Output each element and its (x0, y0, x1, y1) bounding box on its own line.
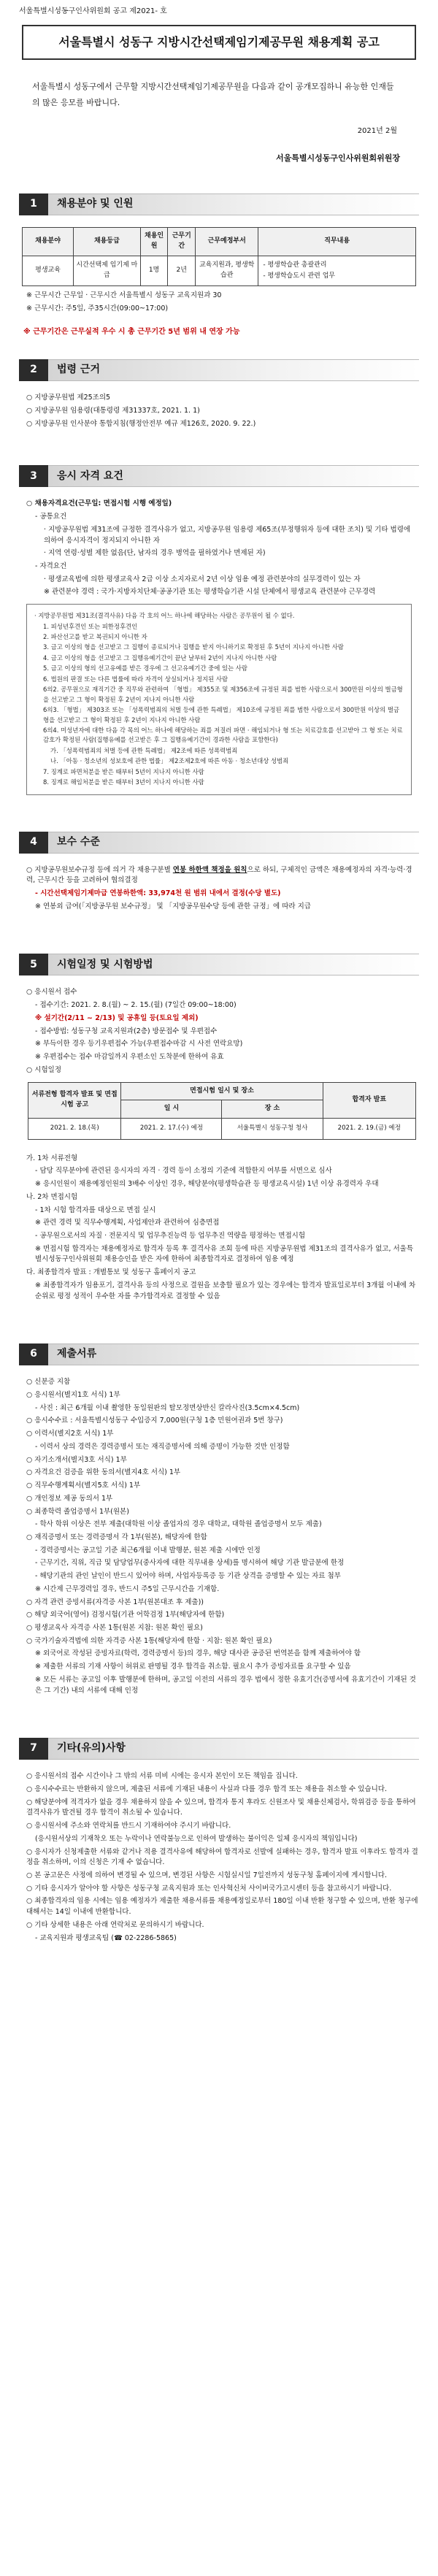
duty-cell (258, 256, 416, 286)
law-item: ○ 지방공무원 인사분야 통합지침(행정안전부 예규 제126호, 2020. 9. 22.) (26, 419, 256, 428)
extension-note: ※ 근무기간은 근무실적 우수 시 총 근무기간 5년 범위 내 연장 가능 (23, 327, 240, 336)
section-recruitment (19, 193, 419, 337)
method-line: 가. 1차 서류전형 (26, 1154, 78, 1162)
header-cell: 직무내용 (258, 227, 416, 256)
header-cell: 서류전형 합격자 발표 및 면접시험 공고 (28, 1082, 121, 1119)
section-documents (19, 1343, 419, 1696)
notice-item: ○ 응시자가 신청제출한 서류와 같거나 적용 결격사유에 해당하여 합격자로 선발에 실패하는 경우, 합격자 발표 이후라도 합격자 결정을 취소하며, 이의 신청은 기재 수 없습니다. (26, 1847, 418, 1867)
header-cell: 채용인원 (140, 227, 168, 256)
qual-line: - 자격요건 (35, 562, 67, 570)
schedule-table (28, 1082, 416, 1140)
list-item: 3. 금고 이상의 형을 선고받고 그 집행이 종료되거나 집행을 받지 아니하기로 확정된 후 5년이 지나지 아니한 사람 (43, 643, 344, 651)
section-header (19, 954, 419, 975)
table-cell: 시간선택제 임기제 마급 (74, 256, 141, 286)
table-header-row (23, 227, 416, 256)
method-line: ※ 관련 경력 및 직무수행계획, 사업제안과 관련하여 심층면접 (35, 1219, 220, 1227)
doc-item: - 이력서 상의 경력은 경력증명서 또는 재직증명서에 의해 증명이 가능한 것만 인정함 (35, 1442, 290, 1451)
section-number: 2 (19, 359, 48, 381)
section-header (19, 193, 419, 215)
doc-item: ○ 국가기술자격법에 의한 자격증 사본 1통(해당자에 한함 · 지참: 원본 확인 필요) (26, 1636, 272, 1645)
doc-item: - 해당기관의 관인 날인이 반드시 있어야 하며, 사업자등록증 등 기관 상격을 증명할 수 있는 자료 첨부 (35, 1572, 341, 1581)
duty-line: - 평생학습도시 관련 업무 (263, 272, 336, 280)
footnote: ※ 근무시간: 주5일, 주35시간(09:00~17:00) (26, 304, 169, 313)
section-number: 3 (19, 465, 48, 487)
section-title: 제출서류 (48, 1343, 419, 1365)
table-header-row (28, 1082, 416, 1100)
schedule-line: ○ 시험일정 (26, 1065, 62, 1074)
list-item: 6의4. 미성년자에 대한 다음 각 목의 어느 하나에 해당하는 죄를 저질러 파면 · 해임되거나 형 또는 치료감호를 선고받아 그 형 또는 치료감호가 확정된 사람(집행유예를 선고받은 후 그 집행유예기간이 경과한 사람을 포함한다) (43, 726, 403, 744)
law-item: ○ 지방공무원법 제25조의5 (26, 394, 111, 402)
table-row (23, 256, 416, 286)
method-line: - 공무원으로서의 자질 · 전문지식 및 업무추진능력 등 업무추진 역량을 평정하는 면접시험 (35, 1232, 306, 1240)
section-qualifications (19, 465, 419, 794)
table-cell: 2021. 2. 19.(금) 예정 (323, 1119, 415, 1139)
table-cell: 서울특별시 성동구청 청사 (222, 1119, 323, 1139)
schedule-line: ※ 설기간(2/11 ~ 2/13) 및 공휴일 등(토요일 제외) (35, 1013, 199, 1022)
section-header (19, 465, 419, 487)
method-line: 나. 2차 면접시험 (26, 1192, 78, 1201)
table-cell: 평생교육 (23, 256, 74, 286)
qual-line: - 공통요건 (35, 513, 67, 521)
qual-line: · 평생교육법에 의한 평생교육사 2급 이상 소지자로서 2년 이상 임용 예정 관련분야의 실무경력이 있는 자 (44, 575, 361, 583)
header-cell: 근무예정부서 (196, 227, 258, 256)
section-header (19, 1738, 419, 1760)
list-item: 나. 「아동 · 청소년의 성보호에 관한 법률」 제2조제2호에 따른 아동 · 청소년대상 성범죄 (50, 757, 289, 765)
doc-item: ○ 최종학력 졸업증명서 1부(원본) (26, 1507, 129, 1516)
list-item: 2. 파산선고를 받고 복권되지 아니한 자 (43, 633, 147, 641)
section-header (19, 832, 419, 854)
header-cell: 근무기간 (168, 227, 196, 256)
salary-note: ※ 연봉외 급여(「지방공무원 보수규정」 및 「지방공무원수당 등에 관한 규정」에 따라 지급 (35, 902, 311, 911)
qual-line: ※ 관련분야 경력 : 국가·지방자치단체·공공기관 또는 평생학습기관 시설 단체에서 평생교육 관련분야 근무경력 (44, 588, 376, 597)
table-cell: 2년 (168, 256, 196, 286)
disqualification-box (26, 604, 412, 794)
list-item: 8. 징계로 해임처분을 받은 때부터 3년이 지나지 아니한 사람 (43, 778, 204, 786)
notice-item: ○ 응시수수료는 반환하지 않으며, 제출된 서류에 기재된 내용이 사실과 다를 경우 합격 또는 채용을 취소할 수 있습니다. (26, 1785, 387, 1793)
doc-item: - 학사 학위 이상은 전부 제출(대학원 이상 졸업자의 경우 대학교, 대학원 졸업증명서 모두 제출) (35, 1520, 322, 1529)
announcement-date: 2021년 2월 (357, 127, 397, 136)
contact-line: - 교육지원과 평생교육팀 (☎ 02-2286-5865) (35, 1933, 177, 1942)
schedule-line: ○ 응시원서 접수 (26, 988, 77, 997)
announcement-number: 서울특별시성동구인사위원회 공고 제2021- 호 (19, 7, 167, 15)
notice-item: ○ 본 공고문은 사정에 의하여 변경될 수 있으며, 변경된 사항은 시험실시일 7일전까지 성동구청 홈페이지에 게시합니다. (26, 1871, 387, 1880)
qual-line: · 지역 연령·성별 제한 없음(단, 남자의 경우 병역을 필하였거나 면제된 자) (44, 549, 266, 558)
list-item: 5. 금고 이상의 형의 선고유예를 받은 경우에 그 선고유예기간 중에 있는 사람 (43, 664, 247, 672)
doc-item: ※ 제출한 서류의 기재 사항이 허위로 판명될 경우 합격을 취소함. 필요시 추가 증빙자료를 요구할 수 있음 (35, 1663, 351, 1671)
schedule-line: ※ 부득이한 경우 등기우편접수 가능(우편접수마감 시 사전 연락요망) (35, 1040, 243, 1049)
list-item: 1. 피성년후견인 또는 피한정후견인 (43, 622, 138, 630)
section-header (19, 1343, 419, 1365)
page-title: 서울특별시 성동구 지방시간선택제임기제공무원 채용계획 공고 (22, 25, 416, 61)
doc-item: ○ 응시원서(별지1호 서식) 1부 (26, 1391, 120, 1400)
notice-item: ○ 기타 응시자가 알아야 할 사항은 성동구청 교육지원과 또는 인사혁신처 사이버국가고시센터 등을 참고하시기 바랍니다. (26, 1884, 392, 1893)
method-line: - 1차 시험 합격자를 대상으로 면접 실시 (35, 1205, 156, 1214)
section-title: 시험일정 및 시험방법 (48, 954, 419, 975)
method-line: ※ 면접시험 합격자는 채용예정자로 합격자 등록 후 결격사유 조회 등에 따른 지방공무원법 제31조의 결격사유가 없고, 서울특별시성동구인사위원회 채용승인을 받은 자에 한하여 최종합격자로 결정하여 임용 예정 (35, 1244, 414, 1264)
salary-emphasis: 연봉 하한액 책정을 원칙 (172, 865, 247, 874)
header-cell: 일 시 (121, 1100, 222, 1119)
method-line: ※ 응시인원이 채용예정인원의 3배수 이상인 경우, 해당분야(평생학습관 등 평생교육시설) 1년 이상 유경력자 우대 (35, 1180, 379, 1189)
list-item: 가. 「성폭력범죄의 처벌 등에 관한 특례법」 제2조에 따른 성폭력범죄 (50, 746, 238, 754)
notice-item: (응시원서상의 기재착오 또는 누락이나 연락불능으로 인하여 발생하는 불이익은 일체 응시자의 책임입니다) (35, 1834, 358, 1843)
notice-item: ○ 응시원서의 접수 시간이나 그 밖의 서류 미비 시에는 응시자 본인이 모든 책임을 집니다. (26, 1772, 298, 1781)
table-cell: 2021. 2. 17.(수) 예정 (121, 1119, 222, 1139)
notice-item: ○ 기타 상세한 내용은 아래 연락처로 문의하시기 바랍니다. (26, 1920, 204, 1929)
section-salary (19, 832, 419, 913)
doc-item: - 근무기간, 직위, 직급 및 담당업무(중사자에 대한 직무내용 상세)를 명시하여 해당 기관 발급분에 한정 (35, 1559, 345, 1568)
list-item: · 지방공무원법 제31조(결격사유) 다음 각 호의 어느 하나에 해당하는 사람은 공무원이 될 수 없다. (34, 612, 295, 620)
table-row (28, 1119, 416, 1139)
doc-item: ○ 이력서(별지2호 서식) 1부 (26, 1430, 114, 1438)
section-title: 보수 수준 (48, 832, 419, 854)
list-item: 7. 징계로 파면처분을 받은 때부터 5년이 지나지 아니한 사람 (43, 767, 204, 775)
notice-item: ○ 해당분야에 적격자가 없을 경우 채용하지 않을 수 있으며, 합격자 통지 후라도 신원조사 및 채용신체검사, 학위검증 등을 통하여 결격사유가 발견될 경우 합격이 취소될 수 있습니다. (26, 1798, 416, 1817)
section-number: 4 (19, 832, 48, 854)
doc-item: ○ 자격 관련 증빙서류(자격증 사본 1부(원본대조 후 제출)) (26, 1598, 204, 1606)
notice-item: ○ 최종합격자의 임용 시에는 임용 예정자가 제출한 채용서류를 채용예정일로부터 180일 이내 반환 청구할 수 있으며, 반환 청구에 대해서는 14일 이내에 반환합니다. (26, 1897, 418, 1917)
header-cell: 채용분야 (23, 227, 74, 256)
doc-item: - 사진 : 최근 6개월 이내 촬영한 동일원판의 탈모정면상반신 칼라사진(3.5cm×4.5cm) (35, 1403, 300, 1412)
salary-line (19, 865, 419, 886)
list-item: 6의2. 공무원으로 재직기간 중 직무와 관련하여 「형법」 제355조 및 제356조에 규정된 죄를 범한 사람으로서 300만원 이상의 벌금형을 선고받고 그 형이 확정된 후 2년이 지나지 아니한 사람 (43, 686, 403, 703)
doc-item: ※ 시간제 근무경력일 경우, 반드시 주5일 근무시간을 기재함. (35, 1584, 220, 1593)
salary-text: ○ 지방공무원보수규정 등에 의거 각 채용구분별 (26, 865, 171, 874)
salary-range: - 시간선택제임기제마급 연봉하한액: 33,974천 원 범위 내에서 결정(수당 별도) (35, 889, 281, 898)
header-cell: 면접시험 일시 및 장소 (121, 1082, 323, 1100)
header-cell: 합격자 발표 (323, 1082, 415, 1119)
doc-item: ○ 평생교육사 자격증 사본 1통(원본 지참: 원본 확인 필요) (26, 1623, 203, 1632)
schedule-line: ※ 우편접수는 접수 마감일까지 우편소인 도착분에 한하여 유효 (35, 1053, 224, 1062)
section-title: 기타(유의)사항 (48, 1738, 419, 1760)
doc-item: ※ 외국어로 작성된 증빙자료(학력, 경력증명서 등)의 경우, 해당 대사관 공증된 번역본을 함께 제출하여야 함 (35, 1649, 361, 1658)
doc-item: ○ 신분증 지참 (26, 1378, 71, 1387)
schedule-line: - 접수방법: 성동구청 교육지원과(2층) 방문접수 및 우편접수 (35, 1027, 218, 1035)
recruitment-table (22, 227, 416, 286)
notice-item: ○ 응시원서에 주소와 연락처를 반드시 기재하여야 주시기 바랍니다. (26, 1822, 231, 1831)
section-title: 채용분야 및 인원 (48, 193, 419, 215)
doc-item: ○ 자기소개서(별지3호 서식) 1부 (26, 1455, 127, 1464)
doc-item: ○ 재직증명서 또는 경력증명서 각 1부(원본), 해당자에 한함 (26, 1533, 207, 1541)
section-number: 1 (19, 193, 48, 215)
method-line: 다. 최종합격자 발표 : 개별통보 및 성동구 홈페이지 공고 (26, 1268, 196, 1277)
doc-item: ○ 개인정보 제공 동의서 1부 (26, 1494, 113, 1503)
salary-text: 으로 하되, 구체적인 금액은 채용예정자의 자격·능력·경력, 근무시간 등을 고려하여 협의결정 (26, 865, 412, 885)
section-notes (19, 1738, 419, 1944)
footnote: ※ 근무시간 근무일 · 근무시간 서울특별시 성동구 교육지원과 30 (26, 291, 222, 300)
doc-item: ※ 모든 서류는 공고일 이후 발행분에 한하며, 공고일 이전의 서류의 경우 법에서 정한 유효기간(증명서에 유효기간이 기재된 것은 그 기간) 내의 서류에 대해 인정 (35, 1675, 416, 1695)
list-item: 4. 금고 이상의 형을 선고받고 그 집행유예기간이 끝난 날부터 2년이 지나지 아니한 사람 (43, 653, 277, 662)
section-number: 6 (19, 1343, 48, 1365)
header-cell: 채용등급 (74, 227, 141, 256)
section-title: 법령 근거 (48, 359, 419, 381)
section-header (19, 359, 419, 381)
method-line: - 담당 직무분야에 관련된 응시자의 자격 · 경력 등이 소정의 기준에 적합한지 여부를 서면으로 심사 (35, 1167, 332, 1176)
doc-item: ○ 자격요건 검증을 위한 동의서(별지4호 서식) 1부 (26, 1468, 181, 1477)
table-cell: 1명 (140, 256, 168, 286)
section-title: 응시 자격 요건 (48, 465, 419, 487)
section-legal-basis (19, 359, 419, 429)
method-line: ※ 최종합격자가 임용포기, 결격사유 등의 사정으로 결원을 보충할 필요가 있는 경우에는 합격자 발표일로부터 3개월 이내에 차순위로 평정 성적이 우수한 자를 추가합격자로 결정할 수 있음 (35, 1281, 416, 1300)
schedule-line: - 접수기간: 2021. 2. 8.(월) ~ 2. 15.(월) (7일간 09:00~18:00) (35, 1001, 237, 1010)
table-cell: 교육지원과, 평생학습관 (196, 256, 258, 286)
list-item: 6. 법원의 판결 또는 다른 법률에 따라 자격이 상실되거나 정지된 사람 (43, 675, 228, 683)
qual-line: · 지방공무원법 제31조에 규정한 결격사유가 없고, 지방공무원 임용령 제65조(부정행위자 등에 대한 조치) 및 기타 법령에 의하여 응시자격이 정지되지 아니한 자 (44, 525, 411, 545)
section-schedule (19, 954, 419, 1302)
intro-paragraph: 서울특별시 성동구에서 근무할 지방시간선택제임기제공무원을 다음과 같이 공개모집하니 유능한 인재들의 많은 응모를 바랍니다. (32, 82, 394, 108)
table-cell: 2021. 2. 18.(목) (28, 1119, 121, 1139)
header-cell: 장 소 (222, 1100, 323, 1119)
section-number: 5 (19, 954, 48, 975)
doc-item: - 경력증명서는 공고일 기준 최근6개월 이내 발행분, 원본 제출 시에만 인정 (35, 1546, 261, 1555)
qual-line: ○ 채용자격요건(근무일: 면접시험 시행 예정일) (26, 499, 172, 508)
issuer: 서울특별시성동구인사위원회위원장 (275, 153, 400, 163)
doc-item: ○ 해당 외국어(영어) 검정시험(기관 어학검정 1부(해당자에 한함) (26, 1611, 225, 1619)
duty-line: - 평생학습관 총괄관리 (263, 261, 327, 269)
doc-item: ○ 직무수행계획서(별지5호 서식) 1부 (26, 1481, 141, 1490)
law-item: ○ 지방공무원 임용령(대통령령 제31337호, 2021. 1. 1) (26, 406, 200, 415)
section-number: 7 (19, 1738, 48, 1760)
doc-item: ○ 응시수수료 : 서울특별시성동구 수입증지 7,000원(구청 1층 민원여권과 5번 창구) (26, 1417, 283, 1425)
list-item: 6의3. 「형법」 제303조 또는 「성폭력범죄의 처벌 등에 관한 특례법」 제10조에 규정된 죄를 범한 사람으로서 300만원 이상의 벌금형을 선고받고 그 형이 확정된 후 2년이 지나지 아니한 사람 (43, 706, 400, 724)
